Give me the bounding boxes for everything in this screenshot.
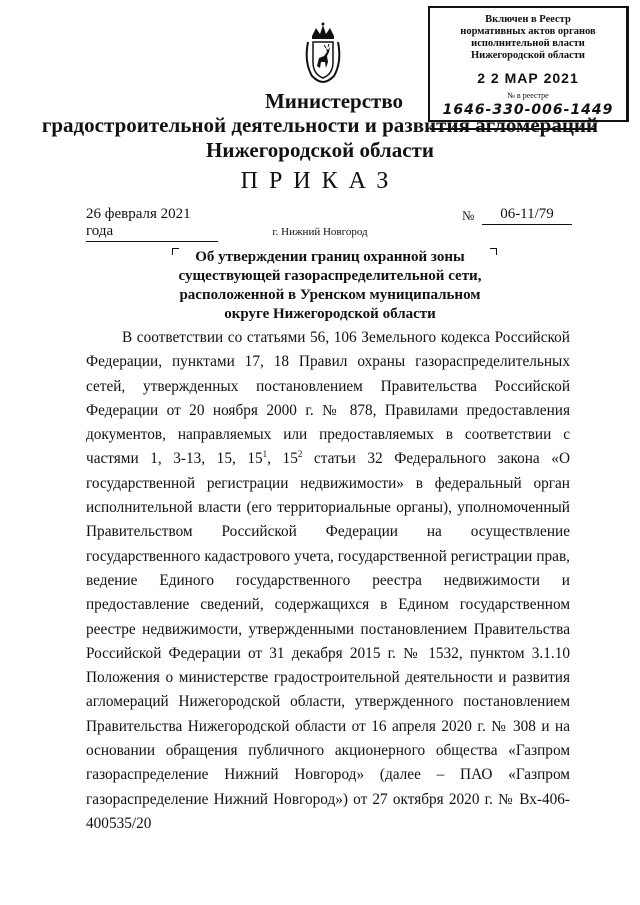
stamp-registry-number: 1646-330-006-1449 [442,102,614,118]
stamp-line-2: нормативных актов органов [460,26,596,37]
body-paragraph [86,326,570,836]
stamp-line-1: Включен в Реестр [485,14,571,25]
title-line-4: округе Нижегородской области [224,306,436,322]
title-line-1: Об утверждении границ охранной зоны [195,249,465,265]
superscript-2: 2 [297,449,303,460]
title-line-2: существующей газораспределительной сети, [178,268,482,284]
signature-strike-line [430,128,595,130]
coat-of-arms-emblem [302,22,344,84]
number-sign: № [462,208,475,223]
ministry-name-line-3: Нижегородской области [206,138,434,162]
title-line-3: расположенной в Уренском муниципальном [179,287,481,303]
order-body [86,326,570,836]
ministry-name-line-1: Министерство [264,89,404,113]
body-text-part-3: статьи 32 Федерального закона «О государственной регистрации недвижимости» в федеральный орган исполнительной власти (его территориальные органы), уполномоченный Правительством Российской Федерации на осуществление государственного кадастрового учета, государственной регистрации прав, ведение Единого государственного реестра недвижимости и предоставление сведений, содержащихся в Едином государственном реестре недвижимости, утвержденными постановлением Правительства Российской Федерации от 31 декабря 2015 г. № 1532, пунктом 3.1.10 Положения о министерстве градостроительной деятельности и развития агломераций Нижегородской области, утвержденного постановлением Правительства Нижегородской области от 16 апреля 2020 г. № 308 и на основании обращения публичного акционерного общества «Газпром газораспределение Нижний Новгород» (далее – ПАО «Газпром газораспределение Нижний Новгород») от 27 октября 2020 г. № Вх-406-400535/20 [86,450,570,832]
stamp-line-4: Нижегородской области [471,50,585,61]
stamp-date: 2 2 МАР 2021 [477,70,579,86]
body-text-part-2: , 15 [267,450,298,468]
stamp-line-3: исполнительной власти [471,38,585,49]
document-type-heading: ПРИКАЗ [240,168,400,194]
order-number: 06-11/79 [482,206,572,225]
superscript-1: 1 [262,449,268,460]
ministry-name-line-2: градостроительной деятельности и развития агломераций [41,113,599,137]
body-text-part-1: В соответствии со статьями 56, 106 Земельного кодекса Российской Федерации, пунктами 17, 18 Правил охраны газораспределительных сетей, утвержденных постановлением Правительства Российской Федерации от 20 ноября 2000 г. № 878, Правилами предоставления документов, направляемых или предоставляемых в соответствии с частями 1, 3-13, 15, 15 [86,329,570,468]
order-date: 26 февраля 2021 года [86,206,218,242]
order-city: г. Нижний Новгород [272,226,368,238]
order-title [160,248,500,324]
stamp-registry-label: № в реестре [507,91,549,100]
